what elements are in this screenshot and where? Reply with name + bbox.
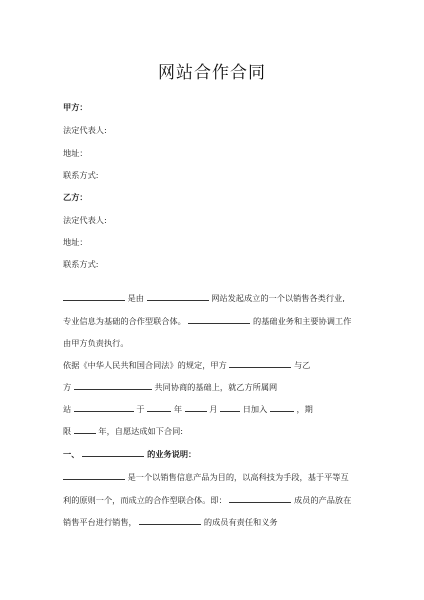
- fill-in-blank[interactable]: [63, 292, 125, 301]
- paragraph-line: 由甲方负责执行。: [63, 338, 129, 348]
- fill-in-blank[interactable]: [229, 359, 291, 368]
- party-b-address: 地址：: [63, 237, 88, 247]
- party-b-representative: 法定代表人:: [63, 215, 107, 225]
- paragraph-line: 是一个以销售信息产品为目的，以高科技为手段，基于平等互: [63, 471, 349, 483]
- fill-in-blank[interactable]: [188, 315, 250, 324]
- fill-in-blank[interactable]: [139, 516, 201, 525]
- paragraph-line: 专业信息为基础的合作型联合体。 的基础业务和主要协调工作: [63, 316, 352, 326]
- fill-in-blank[interactable]: [63, 471, 125, 480]
- fill-in-blank[interactable]: [82, 448, 144, 457]
- fill-in-blank[interactable]: [147, 292, 209, 301]
- fill-in-blank[interactable]: [229, 494, 291, 503]
- party-a-heading: 甲方：: [63, 102, 88, 112]
- section-heading: 一、 的业务说明：: [63, 449, 197, 459]
- document-title: 网站合作合同: [158, 63, 266, 83]
- fill-in-blank[interactable]: [220, 403, 240, 412]
- paragraph-line: 站 于 年 月 日加入 ，期: [63, 404, 313, 414]
- party-a-contact: 联系方式:: [63, 170, 99, 180]
- party-b-contact: 联系方式:: [63, 259, 99, 269]
- paragraph-line: 利的原则一个，而成立的合作型联合体。即： 成员的产品放在: [63, 495, 352, 505]
- paragraph-line: 依据《中华人民共和国合同法》的规定，甲方 与乙: [63, 360, 311, 370]
- fill-in-blank[interactable]: [185, 403, 207, 412]
- party-b-heading: 乙方：: [63, 192, 88, 202]
- paragraph-line: 方 共同协商的基础上，就乙方所属网: [63, 382, 278, 392]
- paragraph-line: 限 年，自愿达成如下合同:: [63, 426, 184, 436]
- party-a-representative: 法定代表人:: [63, 125, 107, 135]
- party-a-address: 地址：: [63, 148, 88, 158]
- fill-in-blank[interactable]: [74, 425, 96, 434]
- fill-in-blank[interactable]: [74, 381, 152, 390]
- fill-in-blank[interactable]: [147, 403, 171, 412]
- paragraph-line: 是由 网站发起成立的一个以销售各类行业,: [63, 292, 345, 304]
- paragraph-line: 销售平台进行销售， 的成员有责任和义务: [63, 517, 278, 527]
- fill-in-blank[interactable]: [270, 403, 294, 412]
- fill-in-blank[interactable]: [74, 403, 134, 412]
